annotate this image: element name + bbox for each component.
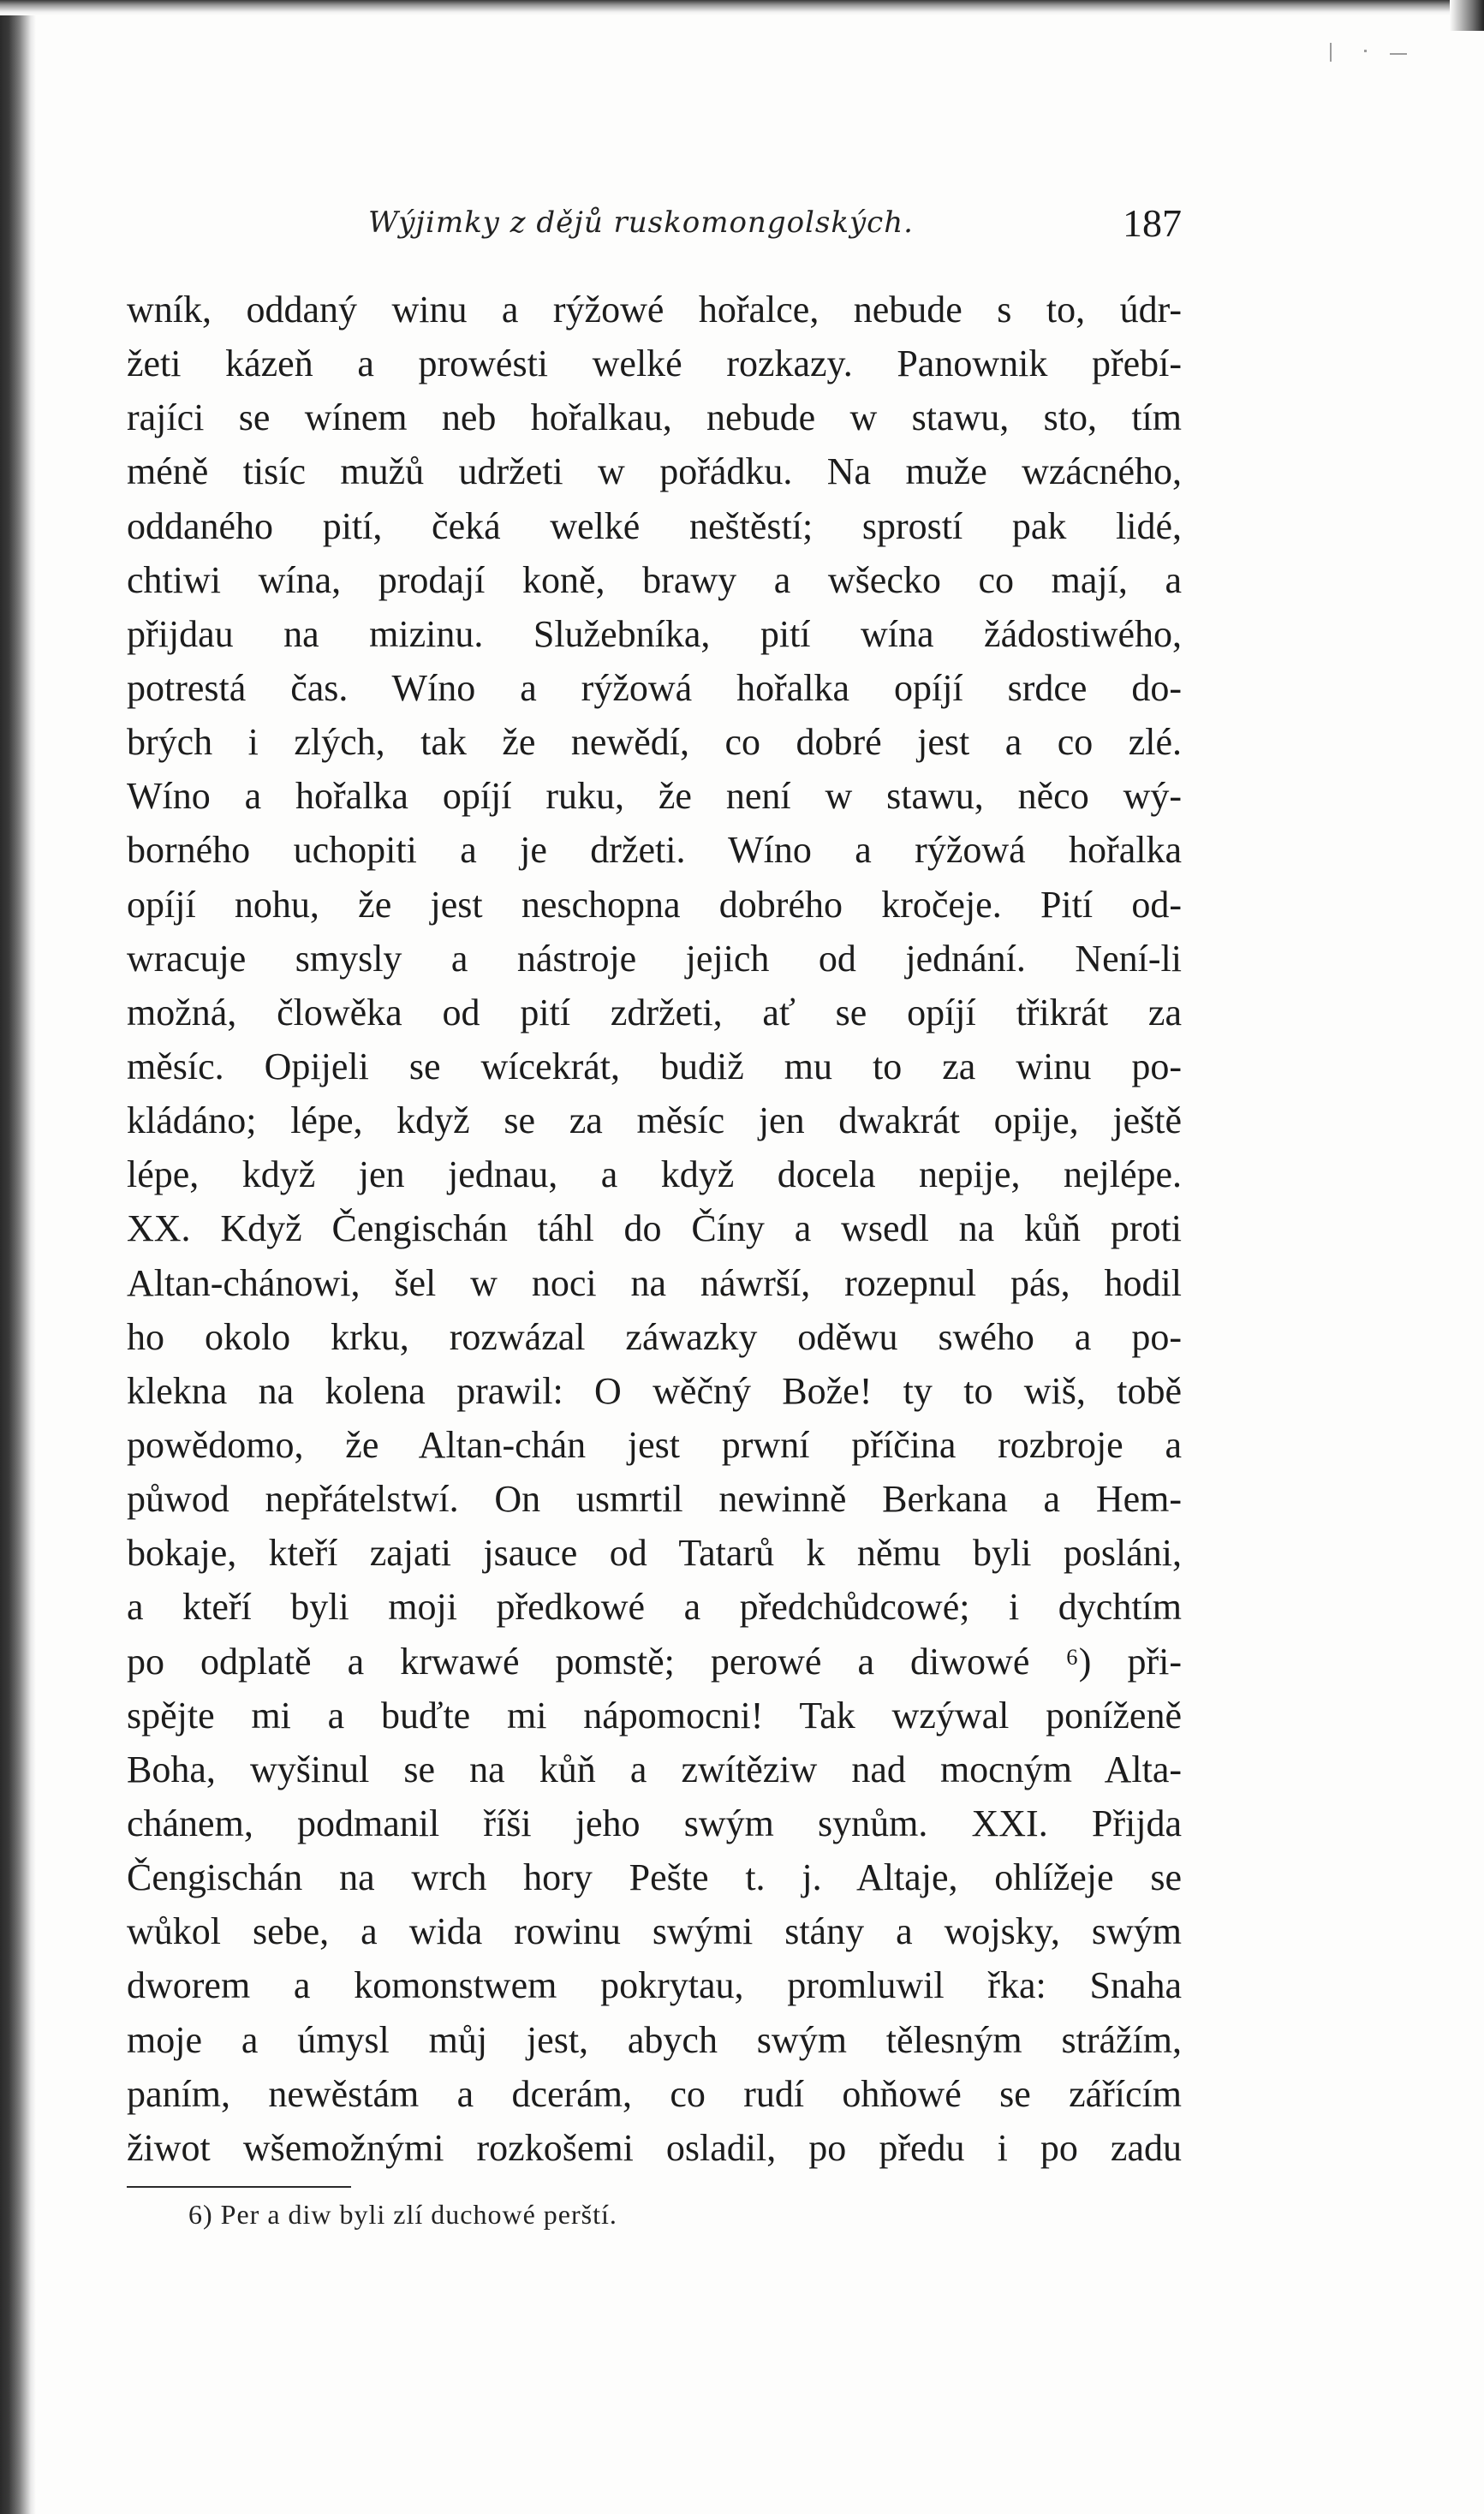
footnote-rule — [127, 2186, 351, 2188]
text-line: lépe, když jen jednau, a když docela nepije, nejlépe. — [127, 1153, 1182, 1196]
text-line: wník, oddaný winu a rýžowé hořalce, nebude s to, údr- — [127, 289, 1182, 331]
text-line: žiwot wšemožnými rozkošemi osladil, po předu i po zadu — [127, 2126, 1182, 2169]
text-line: přijdau na mizinu. Služebníka, pití wína žádostiwého, — [127, 612, 1182, 655]
text-line: moje a úmysl můj jest, abych swým tělesným strážím, — [127, 2018, 1182, 2061]
text-line: a kteří byli moji předkowé a předchůdcowé; i dychtím — [127, 1586, 1182, 1629]
text-line: powědomo, že Altan-chán jest prwní příčina rozbroje a — [127, 1423, 1182, 1466]
text-line: Altan-chánowi, šel w noci na náwrší, rozepnul pás, hodil — [127, 1261, 1182, 1304]
text-line: opíjí nohu, že jest neschopna dobrého kročeje. Pití od- — [127, 883, 1182, 926]
text-line: XX. Když Čengischán táhl do Číny a wsedl na kůň proti — [127, 1207, 1182, 1250]
text-line: potrestá čas. Wíno a rýžowá hořalka opíjí srdce do- — [127, 666, 1182, 709]
footnote: 6) Per a diw byli zlí duchowé perští. — [188, 2199, 617, 2230]
text-line: wracuje smysly a nástroje jejich od jednání. Není-li — [127, 937, 1182, 980]
text-line: bokaje, kteří zajati jsauce od Tatarů k němu byli posláni, — [127, 1532, 1182, 1575]
text-line: po odplatě a krwawé pomstě; perowé a diwowé ⁶) při- — [127, 1640, 1182, 1683]
text-line: půwod nepřátelstwí. On usmrtil newinně Berkana a Hem- — [127, 1478, 1182, 1521]
text-line: oddaného pití, čeká welké neštěstí; sprostí pak lidé, — [127, 504, 1182, 547]
text-line: wůkol sebe, a wida rowinu swými stány a wojsky, swým — [127, 1910, 1182, 1953]
text-line: chtiwi wína, prodají koně, brawy a wšecko co mají, a — [127, 558, 1182, 601]
text-line: klekna na kolena prawil: O wěčný Bože! ty to wiš, tobě — [127, 1369, 1182, 1412]
text-line: žeti kázeň a prowésti welké rozkazy. Panownik přebí- — [127, 343, 1182, 385]
text-line: chánem, podmanil říši jeho swým synům. XXI. Přijda — [127, 1802, 1182, 1844]
text-line: Wíno a hořalka opíjí ruku, že není w stawu, něco wý- — [127, 775, 1182, 818]
top-edge-shadow — [0, 0, 1484, 15]
text-line: brých i zlých, tak že newědí, co dobré jest a co zlé. — [127, 721, 1182, 764]
text-line: méně tisíc mužů udržeti w pořádku. Na muže wzácného, — [127, 450, 1182, 493]
text-line: borného uchopiti a je držeti. Wíno a rýžowá hořalka — [127, 829, 1182, 872]
page-header — [128, 201, 1182, 257]
body-text — [127, 283, 1182, 2175]
text-line: měsíc. Opijeli se wícekrát, budiž mu to za winu po- — [127, 1045, 1182, 1087]
binding-shadow — [0, 0, 36, 2514]
text-line: možná, člowěka od pití zdržeti, ať se opíjí třikrát za — [127, 991, 1182, 1034]
corner-shadow — [1450, 0, 1484, 31]
text-line: paním, newěstám a dcerám, co rudí ohňowé se zářícím — [127, 2072, 1182, 2115]
text-line: kládáno; lépe, když se za měsíc jen dwakrát opije, ještě — [127, 1099, 1182, 1142]
text-line: spějte mi a buďte mi nápomocni! Tak wzýwal poníženě — [127, 1694, 1182, 1737]
text-line: dworem a komonstwem pokrytau, promluwil řka: Snaha — [127, 1964, 1182, 2007]
text-line: Boha, wyšinul se na kůň a zwítěziw nad mocným Alta- — [127, 1748, 1182, 1790]
text-line: Čengischán na wrch hory Pešte t. j. Altaje, ohlížeje se — [127, 1856, 1182, 1899]
text-line: rajíci se wínem neb hořalkau, nebude w stawu, sto, tím — [127, 396, 1182, 439]
page-number: 187 — [1123, 201, 1182, 245]
margin-specks — [1330, 34, 1433, 69]
running-head: Wýjimky z dějů ruskomongolských. — [368, 206, 914, 240]
text-line: ho okolo krku, rozwázal záwazky oděwu swého a po- — [127, 1315, 1182, 1358]
